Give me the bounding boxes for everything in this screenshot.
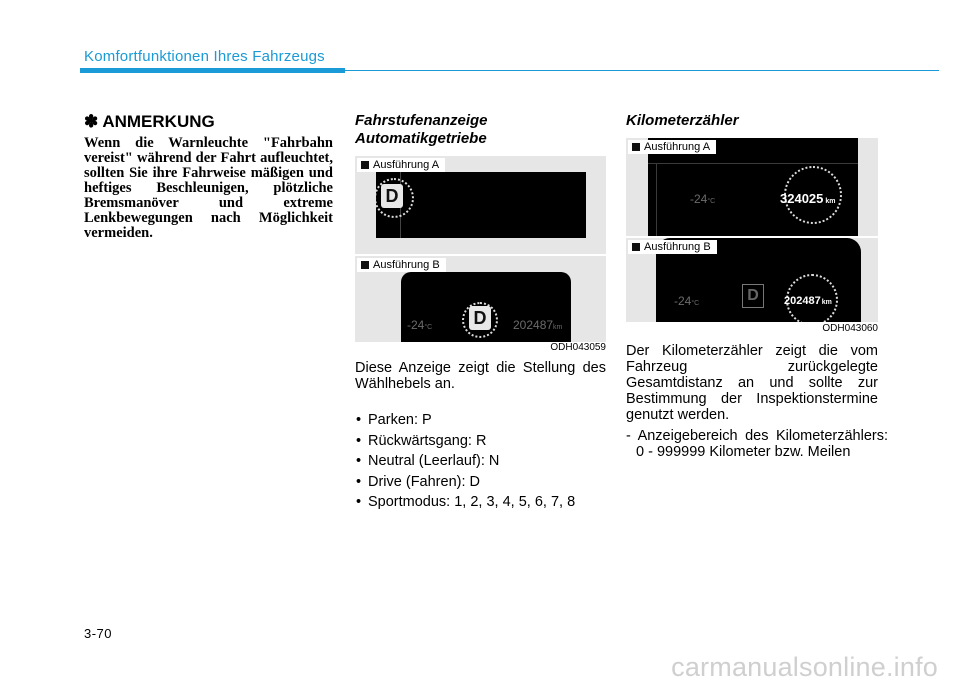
note-star-icon: ✽ [84,112,99,131]
odometer-panel-b [626,238,878,322]
square-bullet-icon [361,261,369,269]
odometer-value-a: 324025 km [780,191,836,206]
list-item: • Sportmodus: 1, 2, 3, 4, 5, 6, 7, 8 [356,494,607,510]
odometer-gear-b: D [742,284,764,308]
figure-code: ODH043059 [550,342,606,353]
odometer-panel-a [626,138,878,236]
section-title: Komfortfunktionen Ihres Fahrzeugs [84,48,325,65]
odometer-temp-a: -24°C [690,192,716,206]
gear-heading-line1: Fahrstufenanzeige [355,112,488,129]
gear-symbol-a: D [381,184,403,208]
list-item: • Parken: P [356,412,607,428]
gear-indicator-heading [355,112,488,148]
variant-b-label: Ausführung B [628,240,717,254]
watermark: carmanualsonline.info [671,652,938,682]
gear-odo-b: 202487km [513,318,563,332]
gear-screen-a [376,172,586,238]
note-title-text: ANMERKUNG [102,112,215,131]
gear-panel-a [355,156,606,254]
gear-temp-b: -24°C [407,318,433,332]
gear-screen-b [401,272,571,342]
gear-positions-list [356,412,607,515]
variant-a-label: Ausführung A [628,140,716,154]
variant-b-label: Ausführung B [357,258,446,272]
odometer-temp-b: -24°C [674,294,700,308]
gear-indicator-figure [355,156,606,354]
header-rule-thick [80,68,345,73]
list-item: • Rückwärtsgang: R [356,433,607,449]
odometer-description: Der Kilometerzähler zeigt die vom Fahrzeug zurückgelegte Gesamtdistanz an und sollte zur Bestimmung der Inspektionstermine genutzt werden. [626,343,878,423]
figure-code: ODH043060 [822,323,878,334]
variant-a-label: Ausführung A [357,158,445,172]
odometer-range: - Anzeigebereich des Kilometerzählers: 0 - 999999 Kilometer bzw. Meilen [626,428,888,460]
list-item: • Drive (Fahren): D [356,474,607,490]
odometer-figure [626,138,878,334]
page-number: 3-70 [84,626,113,641]
square-bullet-icon [632,143,640,151]
note-title [84,112,215,132]
square-bullet-icon [632,243,640,251]
odometer-value-b: 202487km [784,295,832,307]
gear-symbol-b: D [469,306,491,330]
header-rule-thin [345,70,939,71]
gear-description: Diese Anzeige zeigt die Stellung des Wählhebels an. [355,360,606,392]
square-bullet-icon [361,161,369,169]
gear-panel-b [355,256,606,342]
gear-heading-line2: Automatikgetriebe [355,130,487,147]
odometer-heading: Kilometerzähler [626,112,739,129]
note-text: Wenn die Warnleuchte "Fahrbahn vereist" während der Fahrt aufleuchtet, sollten Sie ihre Fahrweise mäßigen und heftiges Beschleunigen, plötzliche Bremsmanöver und extreme Lenkbewegungen nach Möglichkeit vermeiden. [84,135,333,241]
list-item: • Neutral (Leerlauf): N [356,453,607,469]
